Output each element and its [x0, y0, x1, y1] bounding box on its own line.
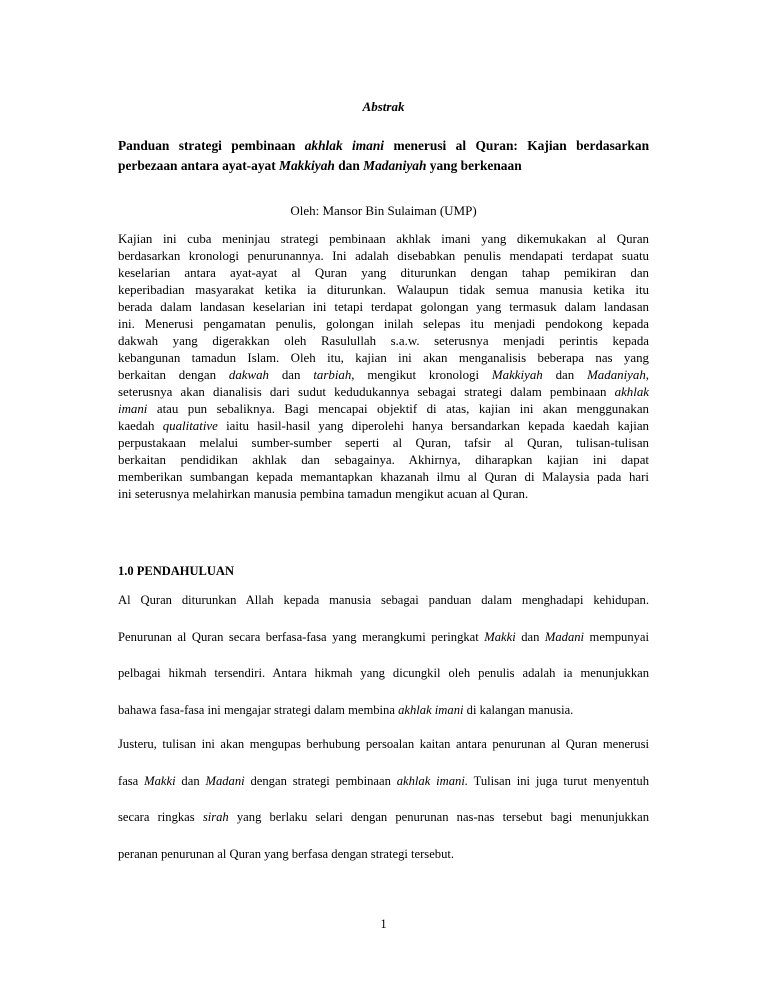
- text-line: [118, 248, 649, 265]
- text-line: [118, 231, 649, 248]
- text-run: bahawa fasa-fasa ini mengajar strategi dalam membina: [118, 702, 399, 717]
- italic-term: qualitative: [162, 419, 218, 433]
- text-run: dan: [175, 773, 206, 788]
- page-number: 1: [380, 917, 387, 931]
- text-line: [118, 418, 649, 435]
- text-run: berkaitan dengan: [118, 368, 229, 382]
- text-run: dan: [334, 157, 364, 173]
- paragraph-introduction-2: [118, 736, 649, 882]
- text-run: yang berkenaan: [426, 157, 522, 173]
- text-run: Justeru, tulisan ini akan mengupas berhubung persoalan kaitan antara penurunan al Quran menerusi: [118, 737, 649, 751]
- text-line: [118, 350, 649, 367]
- text-run: dan: [269, 368, 314, 382]
- italic-term: imani: [118, 402, 148, 416]
- text-run: yang berlaku selari dengan penurunan nas-nas tersebut bagi menunjukkan: [228, 810, 649, 824]
- text-line: [118, 846, 649, 883]
- text-run: berdasarkan kronologi penurunannya. Ini adalah disebabkan penulis mendapati terdapat suatu: [118, 249, 649, 263]
- text-line: [118, 452, 649, 469]
- text-run: dengan strategi pembinaan: [244, 773, 397, 788]
- text-line: [118, 401, 649, 418]
- text-line: [118, 316, 649, 333]
- italic-term: Madaniyah: [363, 157, 427, 173]
- text-run: peranan penurunan al Quran yang berfasa dengan strategi tersebut.: [118, 846, 455, 861]
- text-line: [118, 333, 649, 350]
- section-heading: 1.0 PENDAHULUAN: [118, 564, 234, 578]
- text-line: [118, 299, 649, 316]
- text-run: menerusi al Quran: Kajian berdasarkan perbezaan antara ayat-ayat: [118, 138, 650, 173]
- text-line: [118, 773, 649, 810]
- text-run: di kalangan manusia.: [463, 702, 574, 717]
- text-run: fasa: [118, 773, 145, 788]
- text-run: secara ringkas: [118, 810, 203, 824]
- text-run: seterusnya akan dianalisis dari sudut kedudukannya sebagai strategi dalam pembinaan: [118, 385, 615, 399]
- text-run: mempunyai: [584, 629, 650, 644]
- italic-term: tarbiah: [313, 368, 352, 382]
- text-run: dakwah yang digerakkan oleh Rasulullah s.a.w. seterusnya menjadi perintis kepada: [118, 334, 649, 348]
- text-run: , mengikut kronologi: [351, 368, 492, 382]
- text-line: [118, 367, 649, 384]
- italic-term: Makkiyah: [279, 157, 335, 173]
- italic-term: sirah: [202, 810, 229, 824]
- text-run: atau pun sebaliknya. Bagi mencapai objektif di atas, kajian ini akan menggunakan: [147, 402, 649, 416]
- text-run: Penurunan al Quran secara berfasa-fasa yang merangkumi peringkat: [118, 629, 485, 644]
- text-run: ini seterusnya melahirkan manusia pembina tamadun mengikut acuan al Quran.: [118, 487, 529, 501]
- text-line: [118, 736, 649, 773]
- italic-term: Madaniyah: [587, 368, 646, 382]
- italic-term: Makki: [144, 773, 176, 788]
- text-run: keselarian antara ayat-ayat al Quran yang diturunkan dengan tahap pemikiran dan: [118, 266, 649, 280]
- text-run: Panduan strategi pembinaan: [118, 138, 305, 153]
- text-run: perpustakaan melalui sumber-sumber seperti al Quran, tafsir al Quran, tulisan-tulisan: [118, 436, 649, 450]
- text-run: Kajian ini cuba meninjau strategi pembinaan akhlak imani yang dikemukakan al Quran: [118, 232, 649, 246]
- italic-term: Madani: [544, 629, 585, 644]
- text-line: [118, 629, 649, 666]
- document-page: [118, 0, 649, 994]
- text-line: [118, 435, 649, 452]
- text-run: kebangunan tamadun Islam. Oleh itu, kajian ini akan menganalisis beberapa nas yang: [118, 351, 649, 365]
- text-run: keperibadian masyarakat ketika ia diturunkan. Walaupun tidak semua manusia ketika itu: [118, 283, 649, 297]
- text-run: berkaitan pendidikan akhlak dan sebagainya. Akhirnya, diharapkan kajian ini dapat: [118, 453, 649, 467]
- text-run: dan: [542, 368, 588, 382]
- text-run: kaedah: [118, 419, 163, 433]
- italic-term: dakwah: [228, 368, 269, 382]
- paper-title: [118, 136, 649, 175]
- abstract-heading: Abstrak: [362, 99, 405, 114]
- italic-term: Madani: [205, 773, 245, 788]
- text-run: pelbagai hikmah tersendiri. Antara hikmah yang dicungkil oleh penulis adalah ia menunjukkan: [118, 666, 649, 680]
- text-line: [118, 469, 649, 486]
- text-line: [118, 592, 649, 629]
- text-run: memberikan sumbangan kepada memantapkan khazanah ilmu al Quran di Malaysia pada hari: [118, 470, 649, 484]
- text-run: ini. Menerusi pengamatan penulis, golongan inilah selepas itu menjadi pendokong kepada: [118, 317, 649, 331]
- italic-term: akhlak imani: [304, 138, 385, 153]
- italic-term: akhlak imani: [398, 702, 464, 717]
- text-run: dan: [515, 629, 545, 644]
- text-line: [118, 809, 649, 846]
- text-line: [118, 486, 649, 503]
- italic-term: akhlak imani.: [396, 773, 468, 788]
- text-line: [118, 665, 649, 702]
- text-run: Al Quran diturunkan Allah kepada manusia sebagai panduan dalam menghadapi kehidupan.: [118, 593, 649, 607]
- text-line: [118, 702, 649, 739]
- text-line: [118, 384, 649, 401]
- text-run: ,: [645, 368, 650, 382]
- text-run: Tulisan ini juga turut menyentuh: [467, 773, 649, 788]
- text-run: iaitu hasil-hasil yang diperolehi hanya bersandarkan kepada kaedah kajian: [217, 419, 649, 433]
- text-run: berada dalam landasan keselarian ini tetapi terdapat golongan yang termasuk dalam landasan: [118, 300, 649, 314]
- italic-term: akhlak: [614, 385, 649, 399]
- paragraph-introduction-1: [118, 592, 649, 738]
- author-line: Oleh: Mansor Bin Sulaiman (UMP): [290, 203, 477, 218]
- italic-term: Makkiyah: [491, 368, 543, 382]
- abstract-body: [118, 231, 649, 503]
- text-line: [118, 282, 649, 299]
- text-line: [118, 265, 649, 282]
- italic-term: Makki: [484, 629, 516, 644]
